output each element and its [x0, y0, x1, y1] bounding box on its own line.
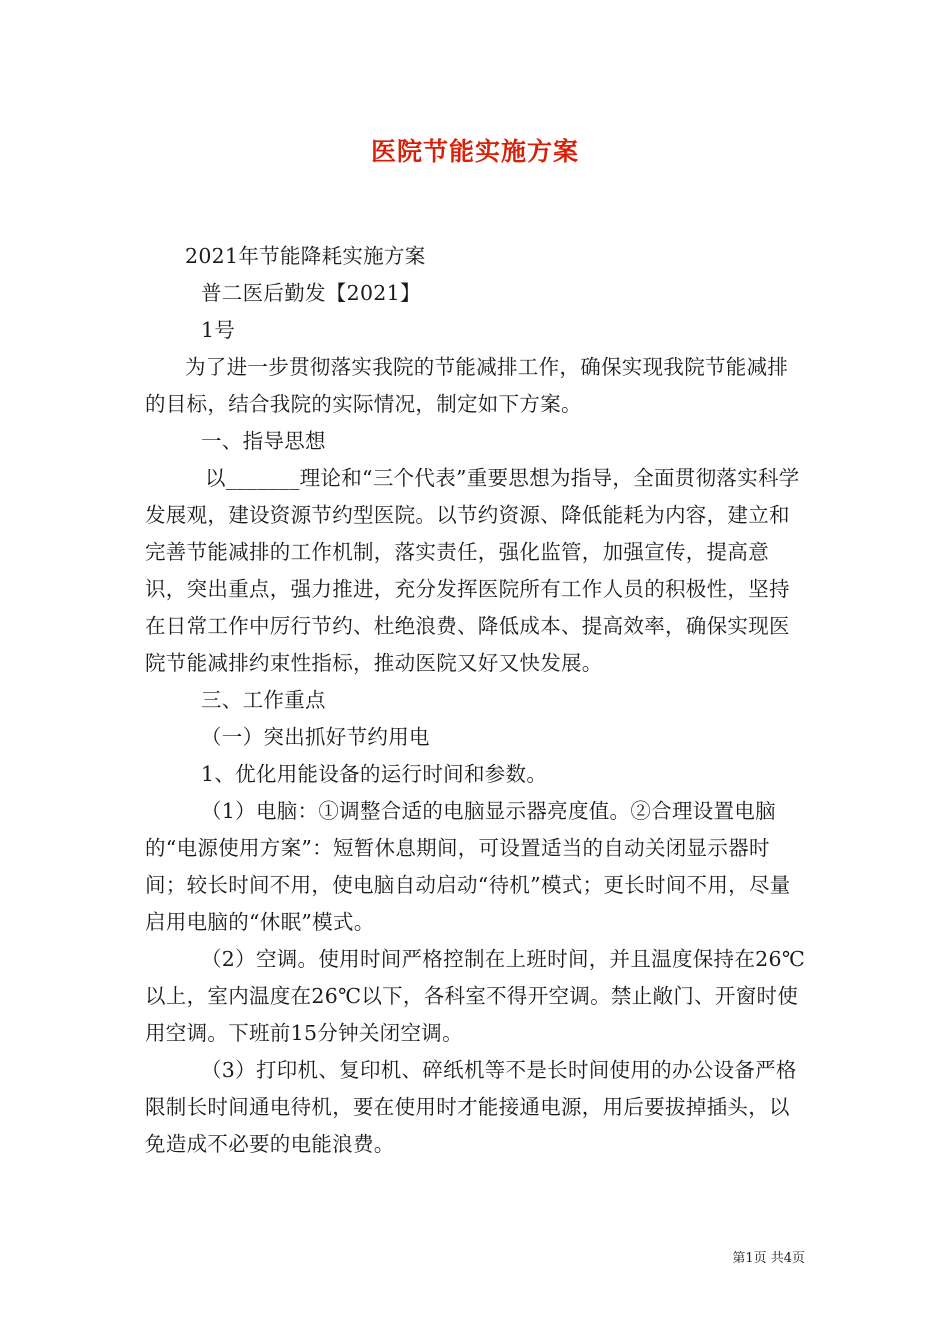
paragraph: 三、工作重点 [201, 688, 326, 712]
paragraph: （3）打印机、复印机、碎纸机等不是长时间使用的办公设备严格限制长时间通电待机，要在使用时才能接通电源，用后要拔掉插头，以免造成不必要的电能浪费。 [145, 1058, 797, 1156]
document-body [145, 238, 807, 1163]
paragraph: 为了进一步贯彻落实我院的节能减排工作，确保实现我院节能减排的目标，结合我院的实际情况，制定如下方案。 [145, 355, 789, 416]
paragraph: 1、优化用能设备的运行时间和参数。 [201, 762, 548, 786]
paragraph: 一、指导思想 [201, 429, 326, 453]
paragraph: 2021年节能降耗实施方案 [185, 244, 426, 268]
paragraph: （2）空调。使用时间严格控制在上班时间，并且温度保持在26℃以上，室内温度在26℃以下，各科室不得开空调。禁止敞门、开窗时使用空调。下班前15分钟关闭空调。 [145, 947, 806, 1045]
paragraph: （1）电脑：①调整合适的电脑显示器亮度值。②合理设置电脑的“电源使用方案”：短暂休息期间，可设置适当的自动关闭显示器时间；较长时间不用，使电脑自动启动“待机”模式；更长时间不用，尽量启用电脑的“休眠”模式。 [145, 799, 791, 934]
paragraph: 1号 [201, 318, 236, 342]
page-footer: 第1页 共4页 [732, 1251, 805, 1266]
paragraph: （一）突出抓好节约用电 [201, 725, 430, 749]
paragraph: 普二医后勤发【2021】 [201, 281, 421, 305]
document-title: 医院节能实施方案 [370, 137, 579, 166]
paragraph: 以_______理论和“三个代表”重要思想为指导，全面贯彻落实科学发展观，建设资源节约型医院。以节约资源、降低能耗为内容，建立和完善节能减排的工作机制，落实责任，强化监管，加强宣传，提高意识，突出重点，强力推进，充分发挥医院所有工作人员的积极性，坚持在日常工作中厉行节约、杜绝浪费、降低成本、提高效率，确保实现医院节能减排约束性指标，推动医院又好又快发展。 [145, 466, 800, 675]
